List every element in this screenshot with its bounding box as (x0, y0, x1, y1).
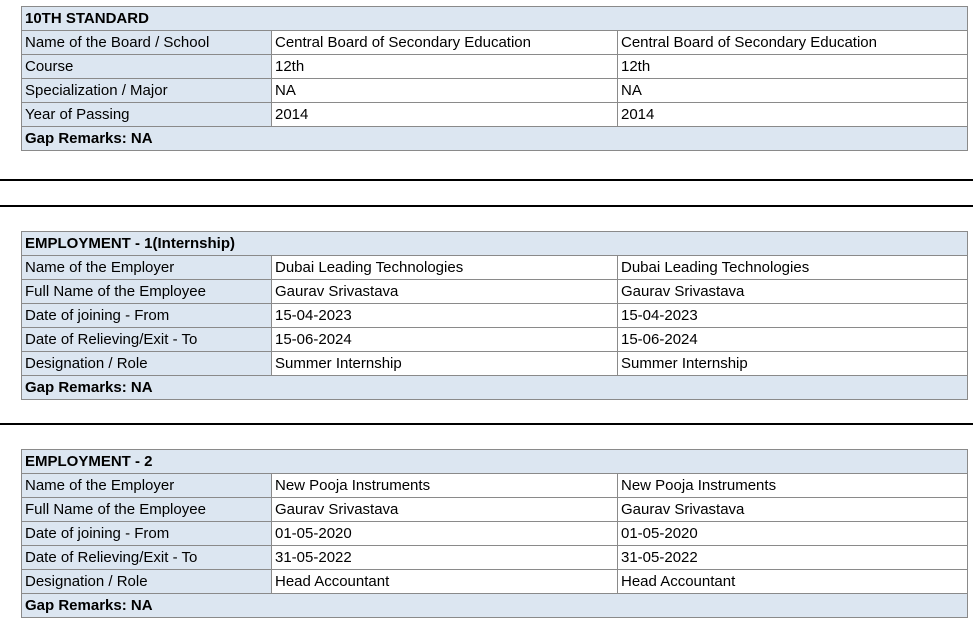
education-table (21, 6, 968, 151)
row-label: Date of joining - From (22, 304, 272, 328)
table-row (22, 304, 968, 328)
row-value-1: Dubai Leading Technologies (272, 256, 618, 280)
row-value-2: Dubai Leading Technologies (618, 256, 968, 280)
row-value-1: Central Board of Secondary Education (272, 31, 618, 55)
row-value-2: 15-06-2024 (618, 328, 968, 352)
row-value-2: Summer Internship (618, 352, 968, 376)
table-row (22, 546, 968, 570)
row-label: Designation / Role (22, 570, 272, 594)
section-divider (0, 205, 973, 207)
table-row (22, 522, 968, 546)
table-row (22, 79, 968, 103)
row-value-1: Gaurav Srivastava (272, 280, 618, 304)
gap-remarks: Gap Remarks: NA (22, 127, 968, 151)
row-value-1: 01-05-2020 (272, 522, 618, 546)
row-value-1: New Pooja Instruments (272, 474, 618, 498)
row-value-1: 12th (272, 55, 618, 79)
row-value-2: New Pooja Instruments (618, 474, 968, 498)
section-title: 10TH STANDARD (22, 7, 968, 31)
row-label: Name of the Board / School (22, 31, 272, 55)
row-value-2: Head Accountant (618, 570, 968, 594)
table-row (22, 55, 968, 79)
row-value-2: Central Board of Secondary Education (618, 31, 968, 55)
row-value-2: 15-04-2023 (618, 304, 968, 328)
table-row (22, 103, 968, 127)
row-label: Name of the Employer (22, 474, 272, 498)
table-row (22, 570, 968, 594)
row-label: Course (22, 55, 272, 79)
row-label: Designation / Role (22, 352, 272, 376)
row-value-2: 01-05-2020 (618, 522, 968, 546)
section-title: EMPLOYMENT - 1(Internship) (22, 232, 968, 256)
row-value-2: 12th (618, 55, 968, 79)
section-10th-standard (21, 6, 967, 151)
row-value-1: 31-05-2022 (272, 546, 618, 570)
row-value-2: NA (618, 79, 968, 103)
row-value-1: Summer Internship (272, 352, 618, 376)
section-title: EMPLOYMENT - 2 (22, 450, 968, 474)
row-value-2: Gaurav Srivastava (618, 498, 968, 522)
row-value-1: 15-04-2023 (272, 304, 618, 328)
section-divider (0, 423, 973, 425)
row-value-2: Gaurav Srivastava (618, 280, 968, 304)
row-label: Date of Relieving/Exit - To (22, 546, 272, 570)
row-label: Specialization / Major (22, 79, 272, 103)
section-employment-2 (21, 449, 967, 618)
employment-table (21, 449, 968, 618)
table-row (22, 328, 968, 352)
table-row (22, 256, 968, 280)
row-value-1: NA (272, 79, 618, 103)
row-value-2: 31-05-2022 (618, 546, 968, 570)
table-row (22, 280, 968, 304)
row-label: Name of the Employer (22, 256, 272, 280)
row-value-2: 2014 (618, 103, 968, 127)
row-label: Date of joining - From (22, 522, 272, 546)
section-employment-1 (21, 231, 967, 400)
table-row (22, 31, 968, 55)
table-row (22, 474, 968, 498)
row-value-1: Head Accountant (272, 570, 618, 594)
table-row (22, 498, 968, 522)
gap-remarks: Gap Remarks: NA (22, 594, 968, 618)
row-label: Year of Passing (22, 103, 272, 127)
row-value-1: 2014 (272, 103, 618, 127)
table-row (22, 352, 968, 376)
section-divider (0, 179, 973, 181)
row-label: Date of Relieving/Exit - To (22, 328, 272, 352)
row-label: Full Name of the Employee (22, 498, 272, 522)
row-value-1: 15-06-2024 (272, 328, 618, 352)
row-value-1: Gaurav Srivastava (272, 498, 618, 522)
employment-table (21, 231, 968, 400)
gap-remarks: Gap Remarks: NA (22, 376, 968, 400)
row-label: Full Name of the Employee (22, 280, 272, 304)
